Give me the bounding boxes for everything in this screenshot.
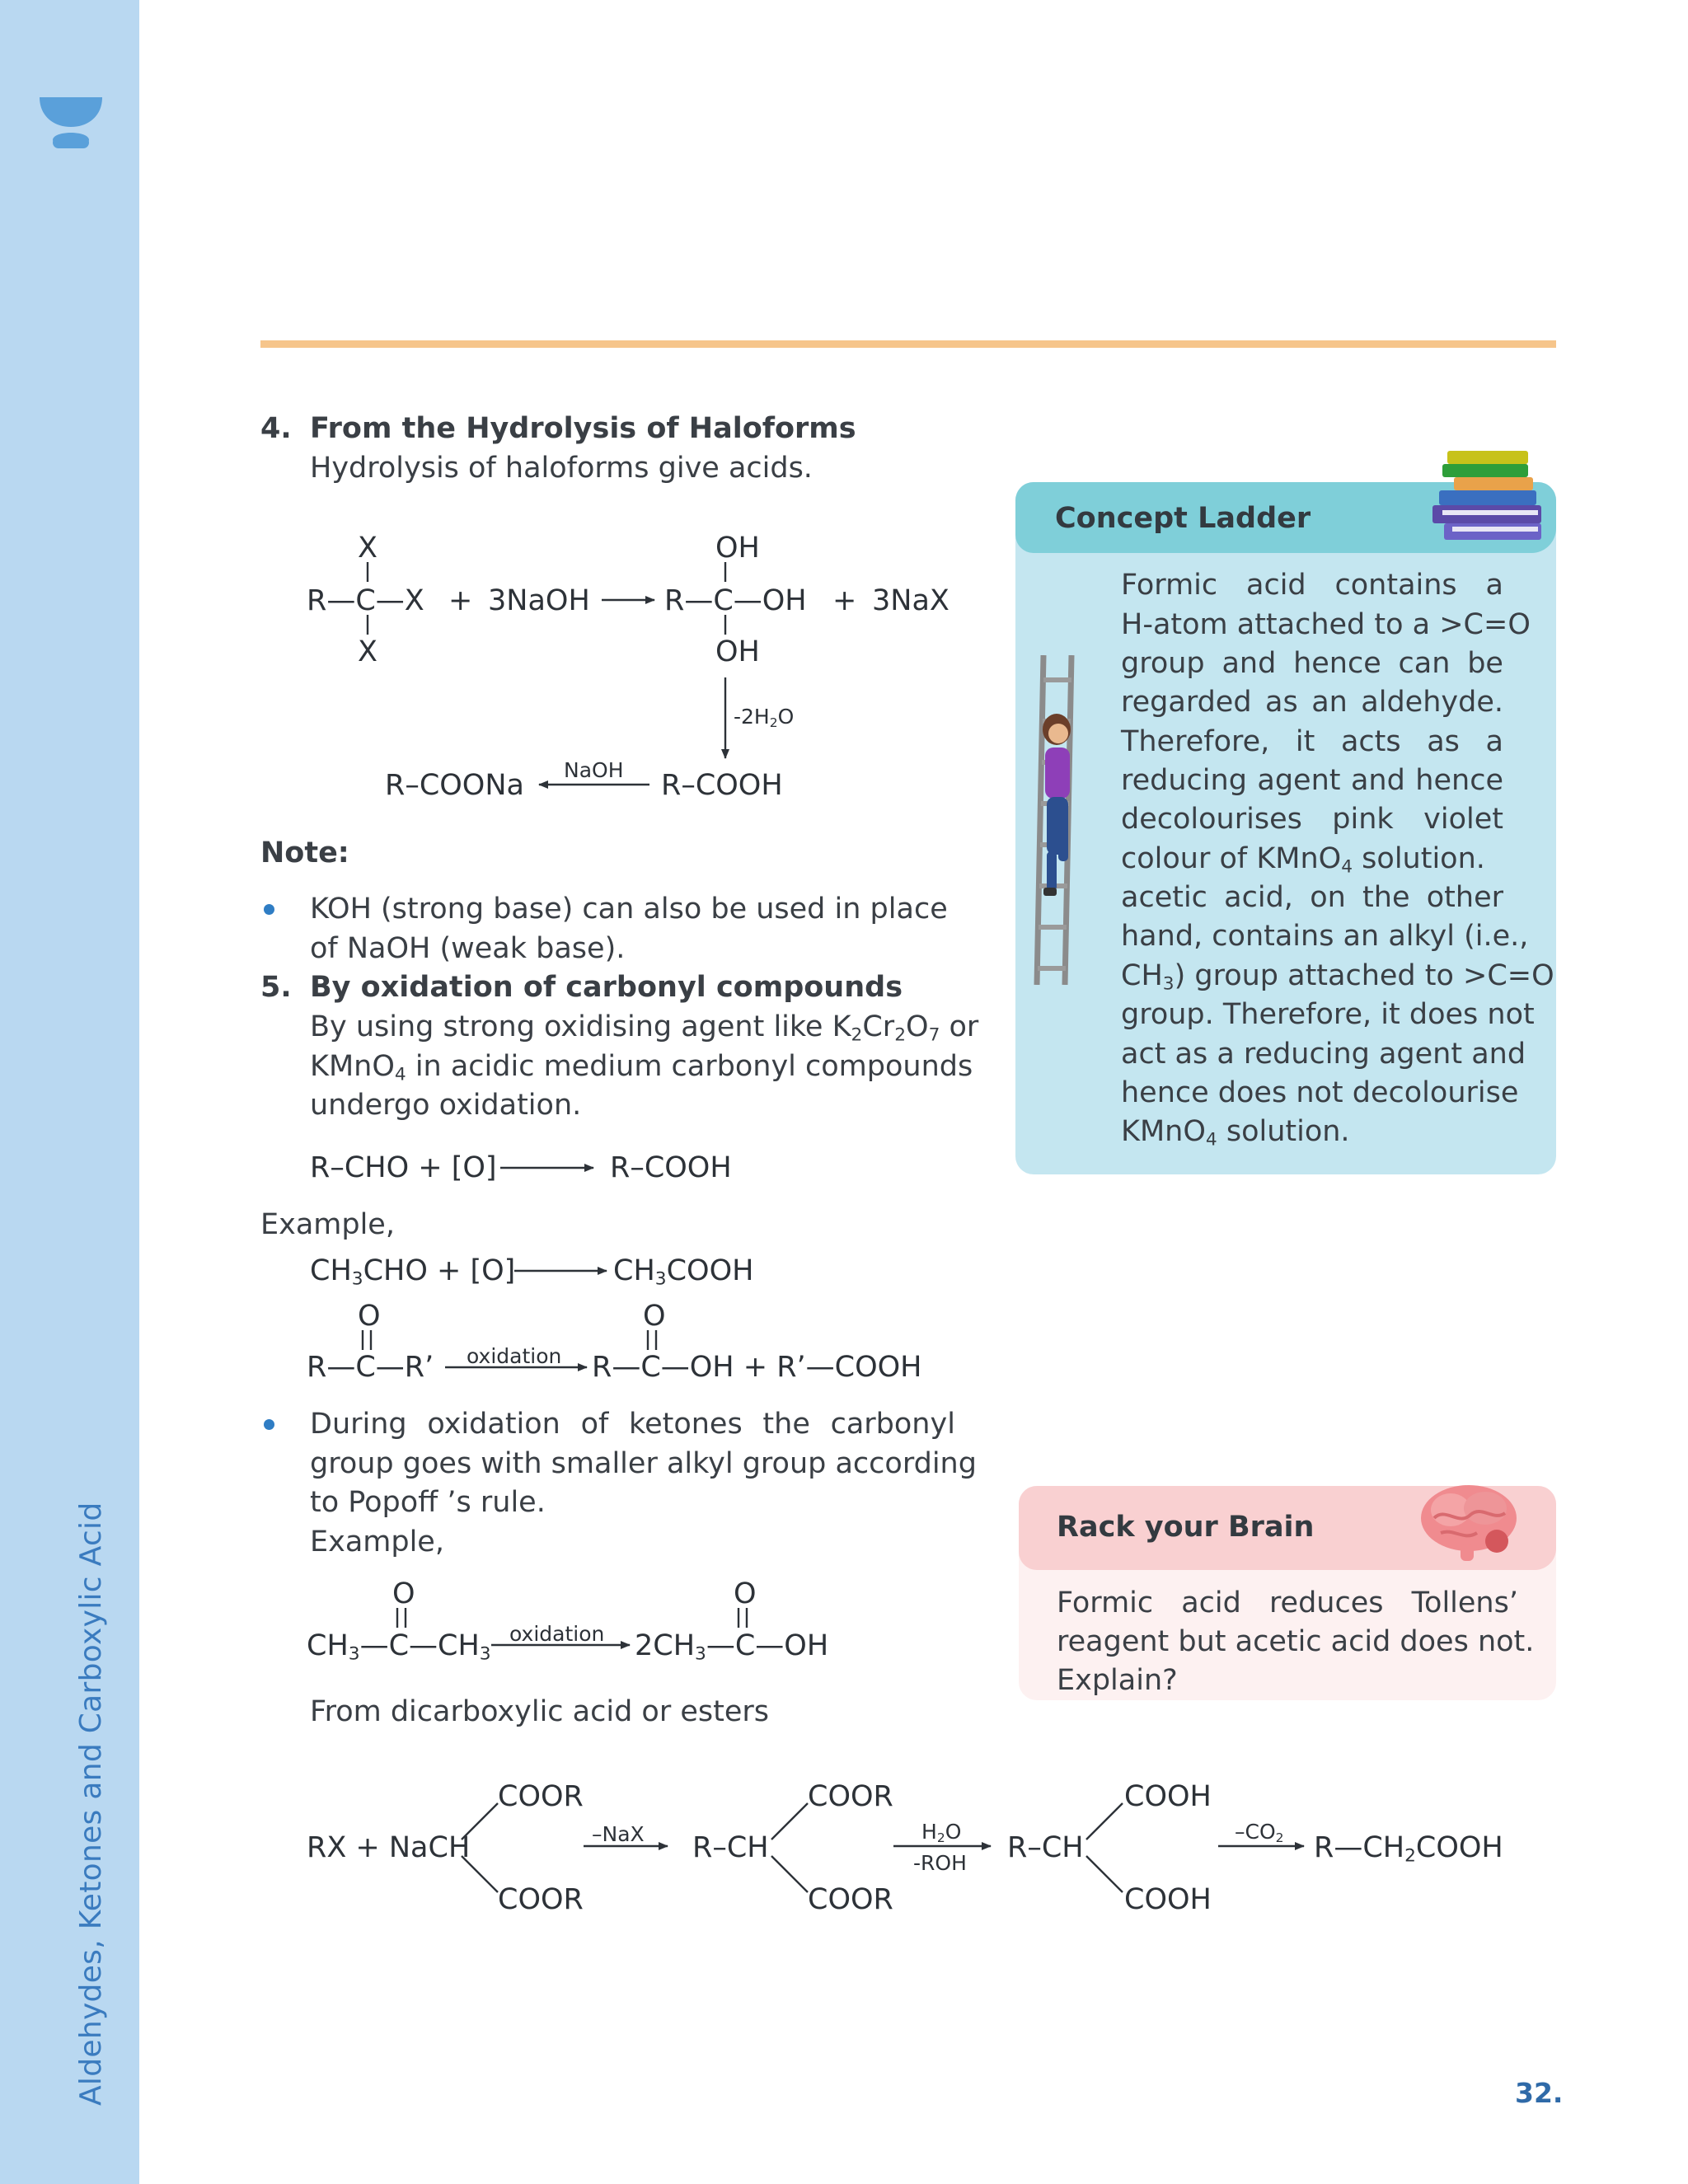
section-heading: From the Hydrolysis of Haloforms: [310, 412, 856, 445]
books-stack-icon: [1432, 449, 1548, 552]
justified-line: Formic acid contains a: [1121, 569, 1503, 602]
rack-your-brain-title: Rack your Brain: [1057, 1511, 1315, 1544]
equation-right: $CH_3COOH$: [613, 1254, 754, 1290]
alkyl-malonate: R–CH: [692, 1831, 769, 1864]
acid-product: $2CH_3—C—OH$: [635, 1629, 829, 1665]
final-acid: $R—CH_2COOH$: [1314, 1831, 1503, 1867]
acid-product: R–COOH: [661, 769, 783, 802]
equation-right: R–COOH: [610, 1151, 732, 1184]
page-number: 32.: [1515, 2077, 1564, 2109]
salt-product: R–COONa: [385, 769, 524, 802]
carbonyl-oxygen: O: [643, 1300, 666, 1333]
ester-group: COOR: [498, 1780, 584, 1813]
sidebar-title: Aldehydes, Ketones and Carboxylic Acid: [74, 1502, 108, 2106]
section-text: From dicarboxylic acid or esters: [310, 1695, 769, 1728]
rack-line: reagent but acetic acid does not.: [1057, 1625, 1535, 1658]
product-top: OH: [715, 532, 760, 565]
ester-group: COOR: [808, 1780, 893, 1813]
step-label: –NaX: [592, 1822, 645, 1846]
example-label: Example,: [260, 1208, 395, 1241]
carbonyl-oxygen: O: [734, 1577, 757, 1610]
rack-line: Explain?: [1057, 1664, 1178, 1697]
reactant-mid: R—C—X: [307, 584, 424, 617]
note-label: Note:: [260, 837, 349, 869]
ester-group: COOR: [808, 1883, 893, 1916]
bullet-line: group goes with smaller alkyl group according: [310, 1447, 977, 1480]
concept-line: hand, contains an alkyl (i.e.,: [1121, 920, 1529, 953]
justified-line: group and hence can be: [1121, 647, 1503, 680]
plus-sign: +: [448, 584, 473, 617]
malonic-acid: R–CH: [1007, 1831, 1084, 1864]
step-label: $-CO_2$: [1235, 1820, 1284, 1845]
acid-group: COOH: [1124, 1883, 1212, 1916]
justified-line: acetic acid, on the other: [1121, 881, 1503, 914]
concept-line: group. Therefore, it does not: [1121, 998, 1535, 1031]
carbonyl-oxygen: O: [392, 1577, 415, 1610]
carbonyl-oxygen: O: [358, 1300, 381, 1333]
section-text: KMnO$_4$ in acidic medium carbonyl compounds: [310, 1050, 973, 1085]
plus-sign: +: [832, 584, 857, 617]
equation-left: R–CHO + [O]: [310, 1151, 497, 1184]
product-bottom: OH: [715, 635, 760, 668]
product-mid: R—C—OH: [664, 584, 807, 617]
acid-group: COOH: [1124, 1780, 1212, 1813]
justified-line: regarded as an aldehyde.: [1121, 686, 1503, 719]
brain-icon: [1418, 1482, 1520, 1563]
justified-line: Therefore, it acts as a: [1121, 725, 1503, 758]
girl-climbing-ladder-icon: [1032, 655, 1085, 985]
justified-line: Formic acid reduces Tollens’: [1057, 1586, 1518, 1619]
section-number: 4.: [260, 412, 292, 445]
ketone-reactant: $CH_3—C—CH_3$: [307, 1629, 491, 1665]
section-number: 5.: [260, 971, 292, 1004]
step-label: -ROH: [913, 1851, 967, 1875]
concept-line: hence does not decolourise: [1121, 1076, 1519, 1109]
note-line: KOH (strong base) can also be used in place: [310, 893, 948, 926]
concept-line: act as a reducing agent and: [1121, 1038, 1526, 1071]
section-text: undergo oxidation.: [310, 1089, 582, 1122]
ester-group: COOR: [498, 1883, 584, 1916]
section-text: By using strong oxidising agent like $K_2Cr_2O_7$ or: [310, 1010, 979, 1046]
justified-line: decolourises pink violet: [1121, 803, 1503, 836]
reactant-top: X: [358, 532, 377, 565]
oxidation-products: R—C—OH + R’—COOH: [592, 1351, 922, 1384]
justified-line: During oxidation of ketones the carbonyl: [310, 1408, 955, 1441]
step-label: $H_2O$: [921, 1820, 962, 1845]
concept-line: H-atom attached to a >C=O: [1121, 608, 1531, 641]
reactant-bottom: X: [358, 635, 377, 668]
naoh-label: NaOH: [564, 758, 624, 782]
note-line: of NaOH (weak base).: [310, 932, 626, 965]
byproduct: 3NaX: [872, 584, 950, 617]
concept-line: colour of KMnO$_4$ solution.: [1121, 842, 1485, 878]
concept-line: $CH_3$) group attached to >C=O: [1121, 959, 1554, 995]
bullet-line: to Popoff ’s rule.: [310, 1486, 546, 1519]
equation-left: $CH_3CHO + [O]$: [310, 1254, 516, 1290]
oxidation-label: oxidation: [467, 1344, 562, 1368]
ketone-reactant: R—C—R’: [307, 1351, 434, 1384]
justified-line: reducing agent and hence: [1121, 764, 1503, 797]
concept-ladder-title: Concept Ladder: [1055, 502, 1311, 535]
section-heading: By oxidation of carbonyl compounds: [310, 971, 903, 1004]
oxidation-label: oxidation: [509, 1622, 605, 1646]
water-loss-label: $-2H_2O$: [734, 705, 795, 730]
concept-line: KMnO$_4$ solution.: [1121, 1115, 1350, 1151]
malonic-start: RX + NaCH: [307, 1831, 471, 1864]
section-text: Hydrolysis of haloforms give acids.: [310, 452, 813, 485]
reagent: 3NaOH: [488, 584, 590, 617]
example-label: Example,: [310, 1526, 444, 1558]
